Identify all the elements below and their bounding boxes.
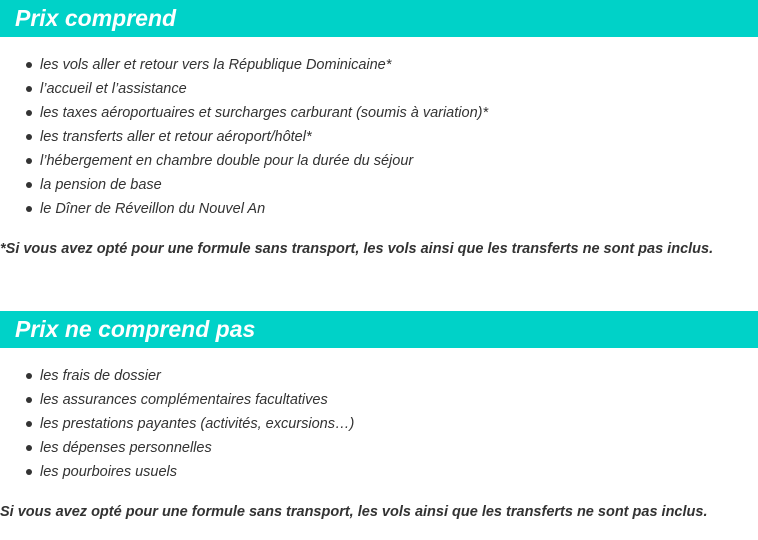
- included-list: [0, 53, 488, 221]
- excluded-list: [0, 364, 354, 484]
- list-item: les prestations payantes (activités, excursions…): [0, 412, 354, 436]
- list-item: les taxes aéroportuaires et surcharges carburant (soumis à variation)*: [0, 101, 488, 125]
- included-footnote: *Si vous avez opté pour une formule sans transport, les vols ainsi que les transferts ne sont pas inclus.: [0, 241, 714, 257]
- excluded-footnote: Si vous avez opté pour une formule sans transport, les vols ainsi que les transferts ne sont pas inclus.: [0, 504, 708, 520]
- list-item: le Dîner de Réveillon du Nouvel An: [0, 197, 488, 221]
- list-item: les frais de dossier: [0, 364, 354, 388]
- section-header-excluded: Prix ne comprend pas: [0, 311, 758, 348]
- list-item: les transferts aller et retour aéroport/hôtel*: [0, 125, 488, 149]
- list-item: la pension de base: [0, 173, 488, 197]
- section-header-included: Prix comprend: [0, 0, 758, 37]
- list-item: les dépenses personnelles: [0, 436, 354, 460]
- list-item: l’hébergement en chambre double pour la durée du séjour: [0, 149, 488, 173]
- list-item: les pourboires usuels: [0, 460, 354, 484]
- list-item: les vols aller et retour vers la République Dominicaine*: [0, 53, 488, 77]
- list-item: les assurances complémentaires facultatives: [0, 388, 354, 412]
- list-item: l’accueil et l’assistance: [0, 77, 488, 101]
